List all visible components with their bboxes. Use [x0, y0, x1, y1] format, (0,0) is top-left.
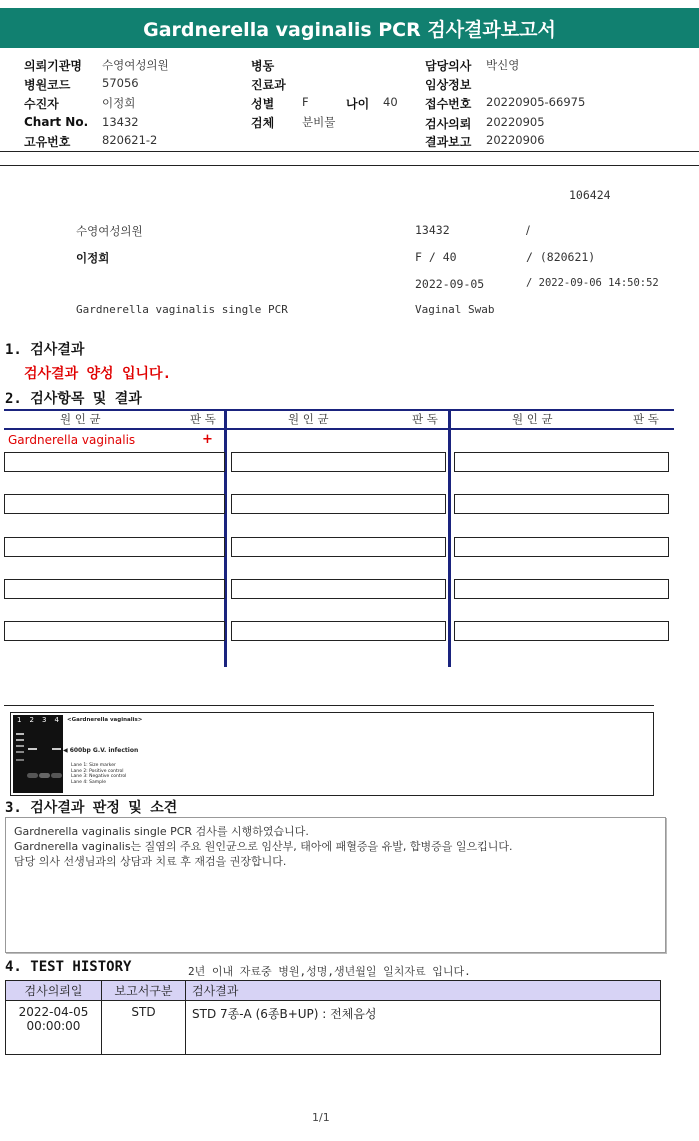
result-summary: 검사결과 양성 입니다.	[24, 366, 172, 382]
band-label: 600bp G.V. infection	[69, 747, 139, 754]
col-org-3: 원 인 균	[512, 412, 553, 426]
lane-number: 1	[17, 716, 22, 724]
age-label: 나이	[346, 97, 370, 111]
legend-item: Lane 3: Negative control	[71, 774, 127, 779]
empty-cell	[454, 579, 669, 599]
gel-image	[13, 715, 63, 793]
gel-top-line	[4, 705, 654, 706]
opinion-line: Gardnerella vaginalis는 질염의 주요 원인균으로 임산부, 태아에 패혈증을 유발, 합병증을 일으킵니다.	[14, 840, 513, 853]
gel-caption: <Gardnerella vaginalis>	[67, 717, 143, 723]
info-hospital: 수영여성의원	[76, 224, 143, 238]
table-header-line	[4, 428, 674, 430]
code-label: 병원코드	[24, 78, 71, 92]
header-divider-2	[0, 165, 699, 166]
info-date-request: 2022-09-05	[415, 277, 485, 291]
info-slash: /	[526, 223, 530, 237]
history-result: STD 7종-A (6종B+UP) : 전체음성	[186, 1001, 661, 1055]
legend-item: Lane 1: Size marker	[71, 763, 116, 768]
receipt-label: 접수번호	[425, 97, 472, 111]
empty-cell	[231, 494, 446, 514]
specimen-label: 검체	[251, 116, 275, 130]
history-note: 2년 이내 자료중 병원,성명,생년월일 일치자료 입니다.	[188, 965, 471, 978]
page-number: 1/1	[312, 1111, 330, 1124]
info-birth: / (820621)	[526, 250, 596, 264]
specimen-value: 분비물	[302, 115, 336, 129]
empty-cell	[454, 621, 669, 641]
request-value: 20220905	[486, 115, 545, 129]
info-sample: Vaginal Swab	[415, 303, 495, 316]
clinical-label: 임상정보	[425, 78, 472, 92]
doctor-value: 박신영	[486, 58, 520, 72]
dept-label: 진료과	[251, 78, 286, 92]
doctor-label: 담당의사	[425, 59, 472, 73]
opinion-box	[5, 817, 666, 953]
history-col-result: 검사결과	[186, 981, 661, 1001]
col-judge-1: 판 독	[190, 412, 216, 426]
info-date-report: / 2022-09-06 14:50:52	[526, 277, 659, 289]
ward-label: 병동	[251, 59, 275, 73]
unique-label: 고유번호	[24, 135, 71, 149]
chart-label: Chart No.	[24, 115, 89, 129]
organism-name: Gardnerella vaginalis	[8, 433, 136, 447]
empty-cell	[454, 494, 669, 514]
empty-cell	[4, 537, 225, 557]
col-org-2: 원 인 균	[288, 412, 329, 426]
organism-judge: +	[202, 432, 213, 447]
empty-cell	[231, 579, 446, 599]
history-date: 2022-04-05	[18, 1005, 89, 1019]
info-test-name: Gardnerella vaginalis single PCR	[76, 303, 288, 316]
col-judge-3: 판 독	[633, 412, 659, 426]
empty-cell	[231, 621, 446, 641]
code-value: 57056	[102, 76, 139, 90]
header-divider-1	[0, 151, 699, 152]
unique-value: 820621-2	[102, 133, 158, 147]
report-label: 결과보고	[425, 135, 472, 149]
receipt-value: 20220905-66975	[486, 95, 586, 109]
age-value: 40	[383, 95, 398, 109]
empty-cell	[4, 452, 225, 472]
lane-number: 2	[29, 716, 34, 724]
section-3-title: 3. 검사결과 판정 및 소견	[5, 800, 178, 816]
table-row	[6, 1001, 661, 1055]
empty-cell	[454, 452, 669, 472]
history-col-type: 보고서구분	[102, 981, 186, 1001]
info-sex-age: F / 40	[415, 250, 457, 264]
empty-cell	[231, 537, 446, 557]
empty-cell	[4, 579, 225, 599]
history-table	[5, 980, 661, 1055]
opinion-line: Gardnerella vaginalis single PCR 검사를 시행하였습니다.	[14, 825, 309, 838]
gel-legend	[71, 763, 126, 785]
legend-item: Lane 2: Positive control	[71, 768, 124, 774]
report-value: 20220906	[486, 133, 545, 147]
section-1-title: 1. 검사결과	[5, 342, 85, 358]
institution-label: 의뢰기관명	[24, 59, 82, 73]
lane-number: 3	[42, 716, 47, 724]
lane-number: 4	[54, 716, 59, 724]
col-judge-2: 판 독	[412, 412, 438, 426]
info-patient: 이정희	[76, 251, 110, 265]
request-label: 검사의뢰	[425, 117, 472, 131]
section-4-title: 4. TEST HISTORY	[5, 959, 132, 975]
history-time: 00:00:00	[26, 1019, 81, 1033]
history-date-cell	[6, 1001, 102, 1055]
column-divider-2	[448, 410, 451, 667]
chart-value: 13432	[102, 115, 139, 129]
empty-cell	[231, 452, 446, 472]
empty-cell	[454, 537, 669, 557]
patient-label: 수진자	[24, 97, 59, 111]
info-chart: 13432	[415, 223, 450, 237]
band-arrow-icon: ◀ 600bp G.V. infection	[63, 747, 139, 754]
gel-image-frame	[10, 712, 654, 796]
history-type: STD	[102, 1001, 186, 1055]
sex-label: 성별	[251, 97, 275, 111]
patient-value: 이정희	[102, 96, 136, 110]
opinion-line: 담당 의사 선생님과의 상담과 치료 후 재검을 권장합니다.	[14, 855, 287, 868]
empty-cell	[4, 494, 225, 514]
empty-cell	[4, 621, 225, 641]
report-title: Gardnerella vaginalis PCR 검사결과보고서	[0, 8, 699, 48]
sex-value: F	[302, 95, 309, 109]
section-2-title: 2. 검사항목 및 결과	[5, 391, 142, 407]
table-top-line	[4, 409, 674, 411]
legend-item: Lane 4: Sample	[71, 779, 106, 785]
history-col-date: 검사의뢰일	[6, 981, 102, 1001]
col-org-1: 원 인 균	[60, 412, 101, 426]
institution-value: 수영여성의원	[102, 58, 169, 72]
report-id: 106424	[569, 188, 611, 202]
